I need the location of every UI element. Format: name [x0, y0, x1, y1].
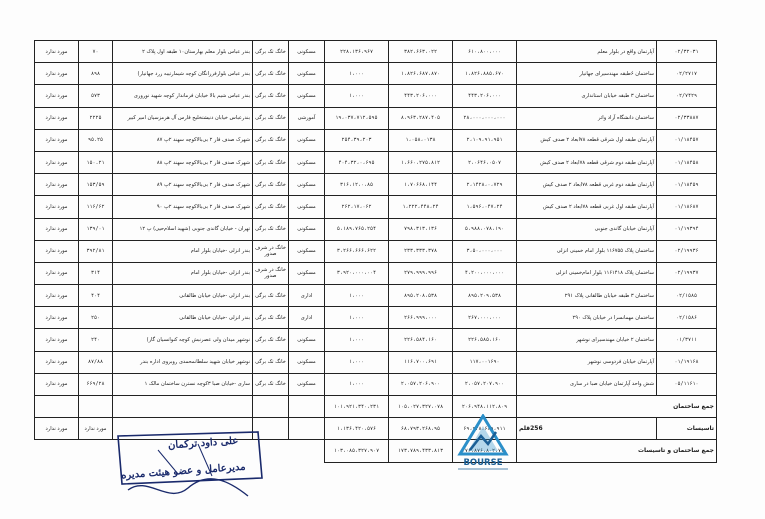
buildings-total-label: جمع ساختمان	[517, 396, 717, 418]
row-usage: آموزشی	[289, 107, 325, 129]
facilities-book-value: ۱،۱۳۶،۴۲۰،۵۷۶	[325, 418, 389, 440]
row-book-value: ۳۱۶،۱۲،۰،۸۵	[325, 174, 389, 196]
row-asset-name: ساختمان پلاک ۱۱۶۷۵۵ بلوار امام خمینی انزلی	[517, 240, 657, 262]
row-note: مورد ندارد	[35, 218, 79, 240]
row-address: بندر عباس بلوار معلم بهارستان۱۰ طبقه اول پلاک ۲	[113, 41, 253, 63]
row-id: ۰۲/۱۵۸۵	[657, 285, 717, 307]
row-deed-type: خانگ تک برگی	[253, 329, 289, 351]
row-asset-name: آپارتمان واقع در بلوار معلم	[517, 41, 657, 63]
row-asset-name: آپارتمان طبقه دوم شرقی قطعه ۷۸ابعاد ۲ صدف کیش	[517, 151, 657, 173]
row-note: مورد ندارد	[35, 262, 79, 284]
row-deed-type: خانگ تک برگی	[253, 196, 289, 218]
row-area: ۱۵۳/۵۹	[79, 174, 113, 196]
row-note: مورد ندارد	[35, 63, 79, 85]
row-asset-name: ساختمان ۳ طبقه خیابان طالقانی پلاک ۲۹۱	[517, 285, 657, 307]
row-asset-name: ساختمان ۲ خیابان مهندسیرای نوشهر	[517, 329, 657, 351]
row-book-value: ۱،۰۰۰	[325, 85, 389, 107]
row-usage: مسکونی	[289, 63, 325, 85]
bourse-logo	[448, 414, 518, 474]
row-id: ۰۲/۳۳۸۸۷	[657, 107, 717, 129]
row-area: ۷۰	[79, 41, 113, 63]
row-deed-type: خانگ تک برگی	[253, 174, 289, 196]
row-address: شهرک صدف فاز ۲ بی‌بالا‌‌کوچه سهند ۲پ ۸۷	[113, 129, 253, 151]
row-cost: ۵،۹۸۸،۰۷۸،۱۹۰	[453, 218, 517, 240]
row-cost: ۱،۵۹۶،۰۴۷،۲۴	[453, 196, 517, 218]
row-usage: مسکونی	[289, 373, 325, 395]
row-usage: مسکونی	[289, 240, 325, 262]
row-cost: ۱۱۷،۰۰۱۶۹۰	[453, 351, 517, 373]
row-deed-type: خانگ در شرف صدور	[253, 240, 289, 262]
row-note: مورد ندارد	[35, 151, 79, 173]
row-cost: ۲،۰۵۷،۲۰۷،۹۰۰	[453, 373, 517, 395]
row-cost: ۲۲۶،۵۸۵،۱۶۰	[453, 329, 517, 351]
row-usage: مسکونی	[289, 41, 325, 63]
row-depreciation: ۲،۰۵۷،۲۰۶،۹۰۰	[389, 373, 453, 395]
bourse-logo-text: BOURSE	[463, 458, 503, 468]
row-address: بندر عباس بلوارفرزانگان کوچه شیمارتیبه زرد جهانیار)	[113, 63, 253, 85]
row-id: ۰۱/۱۸۴۵۸	[657, 151, 717, 173]
row-area: ۶۶۹/۲۸	[79, 373, 113, 395]
bourse-logo-mark	[448, 414, 518, 474]
row-depreciation: ۱،۲۲۲،۴۴۸،۲۴	[389, 196, 453, 218]
row-book-value: ۱،۰۰۰	[325, 329, 389, 351]
grand-total-book-value: ۱۰۳،۰۸۵،۳۲۷،۹۰۷	[325, 440, 389, 462]
row-note: مورد ندارد	[35, 373, 79, 395]
row-note: مورد ندارد	[35, 129, 79, 151]
row-book-value: ۴۰۴،۳۲،۰،۶۹۵	[325, 151, 389, 173]
row-depreciation: ۲۲۶،۵۸۴،۱۶۰	[389, 329, 453, 351]
row-note: مورد ندارد	[35, 85, 79, 107]
row-book-value: ۱،۰۰۰	[325, 285, 389, 307]
row-book-value: ۲۶۲،۱۷،۰۶۲	[325, 196, 389, 218]
row-depreciation: ۸،۹۶۳،۲۸۷،۴۰۵	[389, 107, 453, 129]
row-note: مورد ندارد	[35, 240, 79, 262]
row-deed-type: خانگ تک برگی	[253, 307, 289, 329]
row-usage: مسکونی	[289, 329, 325, 351]
row-address: نوشهر خیابان شهید سلطانمحمدی روبروی اداره بندر	[113, 351, 253, 373]
table-row	[35, 129, 717, 151]
row-address: شهرک صدف فاز ۲ بی‌بالا‌‌کوچه سهند ۲پ ۹۰	[113, 196, 253, 218]
facilities-note-a: مورد ندارد	[79, 418, 113, 440]
row-book-value: ۵،۱۸۹،۷۶۵،۲۵۴	[325, 218, 389, 240]
row-id: ۰۲/۱۹۹۳۷	[657, 262, 717, 284]
row-address: بندر انزلی -خیابان بلوار امام	[113, 240, 253, 262]
stamp-signer-title: مدیرعامل و عضو هیئت مدیره	[121, 461, 247, 482]
row-usage: مسکونی	[289, 351, 325, 373]
row-depreciation: ۷۹۸،۳۱۳،۱۳۶	[389, 218, 453, 240]
buildings-total-row	[35, 396, 717, 418]
row-deed-type: خانگ تک برگی	[253, 63, 289, 85]
row-book-value: ۱،۰۰۰	[325, 63, 389, 85]
row-area: ۲۲۲۵	[79, 107, 113, 129]
asset-ledger-table	[34, 40, 717, 463]
row-usage: مسکونی	[289, 262, 325, 284]
table-row	[35, 41, 717, 63]
row-depreciation: ۲۷۹،۹۹۹،۹۹۶	[389, 262, 453, 284]
grand-total-depreciation: ۱۷۳،۷۸۹،۴۳۳،۸۱۳	[389, 440, 453, 462]
row-deed-type: خانگ تک برگی	[253, 218, 289, 240]
table-row	[35, 329, 717, 351]
row-deed-type: خانگ تک برگی	[253, 151, 289, 173]
row-id: ۰۲/۳۲۰۳۱	[657, 41, 717, 63]
row-address: شهرک صدف فاز ۲ بی‌بالا‌‌کوچه سهند ۲پ ۸۸	[113, 151, 253, 173]
row-area: ۳۹۲/۸۱	[79, 240, 113, 262]
row-cost: ۳،۵۰،۰۰۰،۰۰۰	[453, 240, 517, 262]
row-address: ساری -خیابان صبا ۳کوچه نسترن ساختمان مالک ۱	[113, 373, 253, 395]
row-deed-type: خانگ تک برگی	[253, 41, 289, 63]
row-usage: اداری	[289, 307, 325, 329]
row-id: ۰۱/۱۹۳۹۴	[657, 218, 717, 240]
table-row	[35, 218, 717, 240]
row-address: بندرعباس خیابان دنیشتخلیج فارس آل هرمزسیان امیر کبیر	[113, 107, 253, 129]
row-deed-type: خانگ در شرف صدور	[253, 262, 289, 284]
row-asset-name: ساختمان پلاک ۱۱۶۱۴۱۸ بلوار امام‌خمینی انزلی	[517, 262, 657, 284]
row-area: ۱۳۹/۰۱	[79, 218, 113, 240]
row-area: ۸۷/۸۸	[79, 351, 113, 373]
table-row	[35, 85, 717, 107]
row-note: مورد ندارد	[35, 285, 79, 307]
row-id: ۰۱/۱۸۶۸۷	[657, 196, 717, 218]
signature-stamp	[108, 430, 268, 512]
row-cost: ۴۴۳،۲۰۶،۰۰۰	[453, 85, 517, 107]
row-note: مورد ندارد	[35, 329, 79, 351]
row-usage: مسکونی	[289, 151, 325, 173]
row-deed-type: خانگ تک برگی	[253, 129, 289, 151]
table-row	[35, 107, 717, 129]
row-usage: اداری	[289, 285, 325, 307]
row-address: بندر انزلی -خیابان خیابان طالقانی	[113, 285, 253, 307]
row-address: بندر انزلی -خیابان خیابان طالقانی	[113, 307, 253, 329]
row-cost: ۲،۱۰۹،۹۱،۹۵۱	[453, 129, 517, 151]
row-cost: ۴،۲۰۰،۰۰۰،۰۰۰	[453, 262, 517, 284]
row-note: مورد ندارد	[35, 196, 79, 218]
row-deed-type: خانگ تک برگی	[253, 351, 289, 373]
facilities-cost: ۶۹،۹۲۸،۶۸۹،۹۱۱	[453, 418, 517, 440]
row-asset-name: آپارتمان طبقه اول غربی قطعه ۷۸ابعاد ۲ صدف کیش	[517, 196, 657, 218]
row-asset-name: آپارتمان خیابان گاندی جنوبی	[517, 218, 657, 240]
row-depreciation: ۲۳۳،۳۳۳،۳۷۸	[389, 240, 453, 262]
row-depreciation: ۳۸۲،۶۶۳،۰۲۲	[389, 41, 453, 63]
row-area: ۱۵۰.۲۱	[79, 151, 113, 173]
row-depreciation: ۸۹۵،۲۰۸،۵۳۸	[389, 285, 453, 307]
row-usage: مسکونی	[289, 85, 325, 107]
table-row	[35, 240, 717, 262]
row-book-value: ۱۹،۰۳۷،۷۱۲،۵۹۵	[325, 107, 389, 129]
row-cost: ۶۱۰،۸۰۰،۰۰۰	[453, 41, 517, 63]
buildings-total-depreciation: ۱۰۵،۰۲۷،۳۲۷،۰۷۸	[389, 396, 453, 418]
row-asset-name: آپارتمان طبقه اول شرقی قطعه ۷۸ابعاد ۲ صدف کیش	[517, 129, 657, 151]
row-book-value: ۱،۰۰۰	[325, 373, 389, 395]
row-asset-name: آپارتمان طبقه دوم غربی قطعه ۷۸ابعاد ۲ صدف کیش	[517, 174, 657, 196]
row-area: ۹۵.۲۵	[79, 129, 113, 151]
table-row	[35, 285, 717, 307]
row-asset-name: ساختمان ۶طبقه مهندسیرای جهانیار	[517, 63, 657, 85]
row-depreciation: ۴۴۳،۲۰۶،۰۰۰	[389, 85, 453, 107]
row-address: تهران - خیابان گاندی جنوبی (شهید اسلام‌حیی) پ ۱۲	[113, 218, 253, 240]
row-cost: ۸۹۵،۲۰۹،۵۳۸	[453, 285, 517, 307]
row-area: ۳۱۴	[79, 262, 113, 284]
row-address: شهرک صدف فاز ۲ بی‌بالا‌‌کوچه سهند ۲پ ۸۹	[113, 174, 253, 196]
row-area: ۸۹۸	[79, 63, 113, 85]
row-id: ۰۵/۱۱۶۱۰	[657, 373, 717, 395]
row-area: ۵۷۳	[79, 85, 113, 107]
row-cost: ۲،۱۴۲۸،۰،۷۲۹	[453, 174, 517, 196]
row-book-value: ۲۵۴،۳۹،۲۰۳	[325, 129, 389, 151]
row-id: ۰۱/۳۷۱۱	[657, 329, 717, 351]
row-book-value: ۳،۹۲۰،۰۰۰،۰۰۴	[325, 262, 389, 284]
table-row	[35, 351, 717, 373]
row-cost: ۲۶۷،۰۰۰،۰۰۰	[453, 307, 517, 329]
stamp-signer-name: علی داود ترکمان	[167, 435, 239, 452]
table-row	[35, 262, 717, 284]
row-book-value: ۱،۰۰۰	[325, 351, 389, 373]
row-address: نوشهر میدان ولی عصرنبش کوچه کنوانسیان گاز)	[113, 329, 253, 351]
row-depreciation: ۱۱۶،۷۰۰،۶۹۱	[389, 351, 453, 373]
row-deed-type: خانگ تک برگی	[253, 285, 289, 307]
row-area: ۲۴۰	[79, 329, 113, 351]
row-cost: ۱،۸۲۶،۸۸۵،۶۷۰	[453, 63, 517, 85]
row-usage: مسکونی	[289, 196, 325, 218]
table-row	[35, 151, 717, 173]
row-id: ۰۲/۷۴۲۹	[657, 85, 717, 107]
row-cost: ۲،۰۶۴۶،۰۵۰۷	[453, 151, 517, 173]
row-id: ۰۲/۱۹۹۳۶	[657, 240, 717, 262]
row-asset-name: ساختمان دانشگاه آزاد واثر	[517, 107, 657, 129]
row-book-value: ۳،۲۶۶،۶۶۶،۶۲۲	[325, 240, 389, 262]
row-area: ۲۵۰	[79, 307, 113, 329]
buildings-total-book-value: ۱۰۱،۹۲۱،۳۴۰،۲۳۱	[325, 396, 389, 418]
grand-total-cost: ۲۷۶،۸۷۶،۸۰۲،۷۲۰	[453, 440, 517, 462]
row-id: ۰۲/۱۵۸۶	[657, 307, 717, 329]
row-address: بندر عباس شیم بالا خیابان فرماندار کوچه شهید نوروزی	[113, 85, 253, 107]
row-note: مورد ندارد	[35, 41, 79, 63]
row-usage: مسکونی	[289, 174, 325, 196]
row-note: مورد ندارد	[35, 107, 79, 129]
row-area: ۴۰۴	[79, 285, 113, 307]
row-deed-type: خانگ تک برگی	[253, 107, 289, 129]
row-asset-name: شش واحد آپارتمان خیابان صبا در ساری	[517, 373, 657, 395]
row-id: ۰۱/۱۸۴۵۹	[657, 174, 717, 196]
row-id: ۰۱/۱۹۱۶۸	[657, 351, 717, 373]
facilities-count: 256قلم	[517, 418, 657, 440]
row-usage: مسکونی	[289, 218, 325, 240]
row-note: مورد ندارد	[35, 174, 79, 196]
row-depreciation: ۱،۷۰۶۶۸،۱۴۴	[389, 174, 453, 196]
row-id: ۰۱/۱۸۴۵۷	[657, 129, 717, 151]
table-row	[35, 63, 717, 85]
row-area: ۱۱۶/۶۲	[79, 196, 113, 218]
row-deed-type: خانگ تک برگی	[253, 373, 289, 395]
table-row	[35, 373, 717, 395]
facilities-depreciation: ۶۸،۷۹۳،۲۶۸،۹۵	[389, 418, 453, 440]
ledger-rows	[35, 41, 717, 396]
row-note: مورد ندارد	[35, 351, 79, 373]
row-asset-name: ساختمان مهمانسرا در خیابان پلاک ۲۹۰	[517, 307, 657, 329]
row-note: مورد ندارد	[35, 307, 79, 329]
row-book-value: ۱،۰۰۰	[325, 307, 389, 329]
row-asset-name: آپارتمان خیابان فردوسی نوشهر	[517, 351, 657, 373]
row-deed-type: خانگ تک برگی	[253, 85, 289, 107]
row-depreciation: ۱،۶۶۰،۲۷۵،۸۱۲	[389, 151, 453, 173]
row-address: بندر انزلی -خیابان بلوار امام	[113, 262, 253, 284]
row-asset-name: ساختمان ۳ طبقه خیابان استانداری	[517, 85, 657, 107]
row-usage: مسکونی	[289, 129, 325, 151]
row-depreciation: ۲۶۶،۹۹۹،۰۰۰	[389, 307, 453, 329]
grand-total-label: جمع ساختمان و تاسیسات	[517, 440, 717, 462]
facilities-note-b: مورد ندارد	[35, 418, 79, 440]
row-cost: ۲۸،۰۰۰،۰۰۰،۰۰۰	[453, 107, 517, 129]
table-row	[35, 307, 717, 329]
row-book-value: ۲۲۸،۱۳۶،۹۶۷	[325, 41, 389, 63]
table-row	[35, 196, 717, 218]
facilities-label: تاسیسات	[657, 418, 717, 440]
row-depreciation: ۱،۰۵۸،۰۱۳۸	[389, 129, 453, 151]
table-row	[35, 174, 717, 196]
row-depreciation: ۱،۸۲۶،۶۸۷،۸۷۰	[389, 63, 453, 85]
row-id: ۰۲/۲۷۱۷	[657, 63, 717, 85]
buildings-total-cost: ۲۰۶،۹۴۸،۱۱۲،۸۰۹	[453, 396, 517, 418]
